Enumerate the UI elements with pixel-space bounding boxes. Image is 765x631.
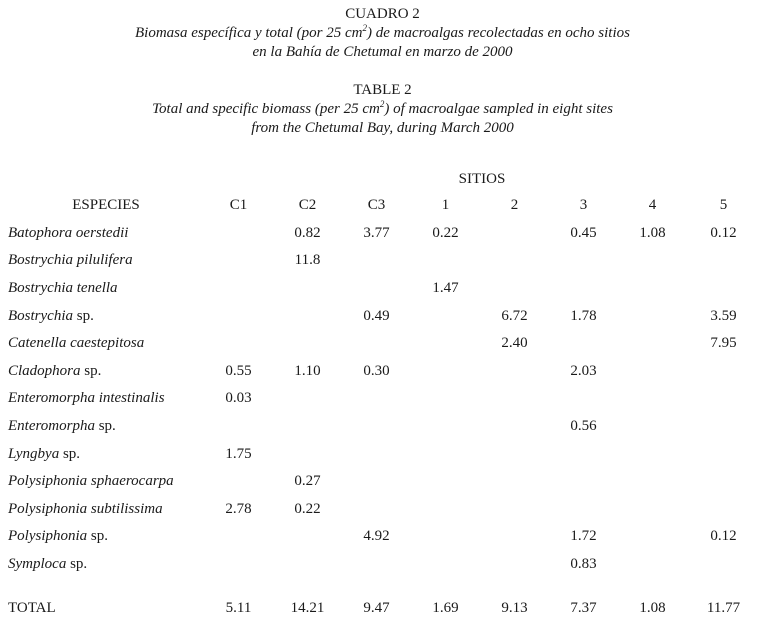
cell-value [618, 551, 687, 579]
column-header-c3: C3 [367, 197, 386, 214]
species-genus: Catenella caestepitosa [8, 335, 145, 352]
species-genus: Cladophora [8, 362, 81, 379]
cell-value: 1.78 [570, 307, 597, 324]
cell-value [342, 468, 411, 496]
cell-value [549, 247, 618, 275]
cell-value: 4.92 [363, 528, 390, 545]
species-name [8, 468, 204, 496]
total-value: 14.21 [290, 599, 325, 616]
cell-value [480, 468, 549, 496]
total-value: 7.37 [570, 599, 597, 616]
cell-value [411, 385, 480, 413]
species-genus: Polysiphonia sphaerocarpa [8, 473, 174, 490]
cell-value: 1.08 [639, 224, 666, 241]
cell-value [687, 275, 760, 303]
cell-value [480, 275, 549, 303]
cell-value: 0.56 [570, 418, 597, 435]
cell-value: 3.59 [710, 307, 737, 324]
species-genus: Symploca [8, 556, 67, 573]
cell-value: 0.45 [570, 224, 597, 241]
total-value: 1.69 [432, 599, 459, 616]
caption-en-line2: from the Chetumal Bay, during March 2000 [251, 120, 514, 136]
cell-value [687, 247, 760, 275]
species-genus: Enteromorpha intestinalis [8, 390, 165, 407]
total-value: 5.11 [225, 599, 252, 616]
cell-value [480, 496, 549, 524]
cell-value [687, 385, 760, 413]
species-name [8, 440, 204, 468]
cell-value [204, 523, 273, 551]
cell-value [204, 302, 273, 330]
table-row [8, 330, 760, 358]
cell-value [273, 385, 342, 413]
cell-value [411, 468, 480, 496]
species-suffix: sp. [80, 362, 102, 379]
cell-value [273, 413, 342, 441]
total-value: 9.13 [501, 599, 528, 616]
column-header-5: 5 [719, 197, 728, 214]
cell-value: 0.83 [570, 556, 597, 573]
caption-es-line2: en la Bahía de Chetumal en marzo de 2000 [252, 44, 513, 60]
cell-value [342, 275, 411, 303]
cell-value [411, 247, 480, 275]
cell-value: 1.47 [432, 280, 459, 297]
species-name [8, 302, 204, 330]
caption-en-sup: 2 [379, 99, 385, 109]
cell-value: 6.72 [501, 307, 528, 324]
cell-value: 11.8 [294, 252, 321, 269]
table-row [8, 385, 760, 413]
table-row [8, 358, 760, 386]
cell-value: 0.55 [225, 362, 252, 379]
cell-value [687, 551, 760, 579]
species-suffix: sp. [59, 445, 81, 462]
cell-value [687, 496, 760, 524]
species-name [8, 275, 204, 303]
cell-value [342, 247, 411, 275]
cell-value [204, 468, 273, 496]
cell-value [687, 358, 760, 386]
column-header-2: 2 [510, 197, 519, 214]
column-header-4: 4 [648, 197, 657, 214]
species-name [8, 413, 204, 441]
cell-value [411, 440, 480, 468]
cell-value [273, 551, 342, 579]
cell-value [204, 551, 273, 579]
cell-value [618, 496, 687, 524]
cell-value [549, 468, 618, 496]
cell-value [342, 330, 411, 358]
cell-value: 0.49 [363, 307, 390, 324]
cell-value [549, 440, 618, 468]
cell-value [411, 413, 480, 441]
cell-value [480, 358, 549, 386]
table-row [8, 440, 760, 468]
table-row [8, 496, 760, 524]
cell-value [549, 496, 618, 524]
species-genus: Bostrychia tenella [8, 280, 118, 297]
cell-value [618, 468, 687, 496]
cell-value [342, 551, 411, 579]
cell-value [204, 220, 273, 248]
species-header: ESPECIES [72, 197, 140, 214]
species-genus: Bostrychia [8, 307, 73, 324]
cell-value [480, 220, 549, 248]
cell-value [480, 440, 549, 468]
total-value: 11.77 [706, 599, 741, 616]
cell-value [618, 440, 687, 468]
cell-value: 1.75 [225, 445, 252, 462]
sitios-header-row [8, 166, 760, 192]
species-suffix: sp. [87, 528, 109, 545]
species-suffix: sp. [66, 556, 88, 573]
species-name [8, 220, 204, 248]
column-header-3: 3 [579, 197, 588, 214]
total-value: 9.47 [363, 599, 390, 616]
cell-value [342, 413, 411, 441]
column-header-c2: C2 [298, 197, 317, 214]
cell-value: 3.77 [363, 224, 390, 241]
cell-value [411, 358, 480, 386]
caption-en-line1-post: ) of macroalgae sampled in eight sites [384, 101, 613, 117]
cell-value [618, 413, 687, 441]
caption-es-line1 [0, 25, 765, 42]
species-name [8, 330, 204, 358]
caption-en-line1 [0, 101, 765, 118]
species-genus: Enteromorpha [8, 418, 95, 435]
caption-es-sup: 2 [362, 23, 367, 33]
cell-value [342, 496, 411, 524]
cell-value [411, 302, 480, 330]
cell-value [273, 523, 342, 551]
cell-value [342, 440, 411, 468]
cell-value: 7.95 [710, 335, 737, 352]
table-row [8, 275, 760, 303]
cell-value: 0.12 [710, 528, 737, 545]
cell-value [549, 275, 618, 303]
cell-value [618, 330, 687, 358]
cell-value [204, 330, 273, 358]
cell-value [549, 385, 618, 413]
total-row [8, 578, 760, 622]
table-row [8, 247, 760, 275]
cell-value: 0.03 [225, 390, 252, 407]
cell-value [411, 551, 480, 579]
species-suffix: sp. [73, 307, 94, 324]
species-name [8, 551, 204, 579]
cell-value [618, 385, 687, 413]
cell-value: 0.22 [432, 224, 459, 241]
caption-en-label: TABLE 2 [353, 82, 412, 98]
cell-value [273, 302, 342, 330]
cell-value [618, 523, 687, 551]
table-row [8, 468, 760, 496]
total-label: TOTAL [8, 599, 56, 616]
table-row [8, 551, 760, 579]
cell-value: 2.40 [501, 335, 528, 352]
column-header-row [8, 192, 760, 220]
species-name [8, 496, 204, 524]
caption-es-line1-post: ) de macroalgas recolectadas en ocho sitios [366, 25, 630, 41]
total-value: 1.08 [639, 599, 666, 616]
species-name [8, 523, 204, 551]
cell-value [480, 385, 549, 413]
caption-es-line1-pre: Biomasa específica y total (por 25 cm [135, 25, 363, 41]
biomass-table [8, 166, 760, 622]
cell-value: 0.82 [294, 224, 321, 241]
table-row [8, 302, 760, 330]
cell-value [342, 385, 411, 413]
cell-value [273, 330, 342, 358]
table-row [8, 413, 760, 441]
cell-value: 2.78 [225, 500, 252, 517]
cell-value [411, 330, 480, 358]
species-name [8, 385, 204, 413]
cell-value [480, 523, 549, 551]
caption-en-line1-pre: Total and specific biomass (per 25 cm [152, 101, 380, 117]
cell-value [618, 358, 687, 386]
cell-value: 0.22 [294, 500, 321, 517]
cell-value [273, 440, 342, 468]
cell-value [411, 496, 480, 524]
cell-value [204, 413, 273, 441]
cell-value [480, 413, 549, 441]
cell-value [273, 275, 342, 303]
cell-value [687, 413, 760, 441]
cell-value [411, 523, 480, 551]
cell-value [687, 440, 760, 468]
cell-value [549, 330, 618, 358]
species-genus: Bostrychia pilulifera [8, 252, 133, 269]
cell-value [618, 302, 687, 330]
cell-value: 2.03 [570, 362, 597, 379]
cell-value: 0.30 [363, 362, 390, 379]
species-genus: Polysiphonia [8, 528, 88, 545]
cell-value [480, 247, 549, 275]
cell-value [618, 247, 687, 275]
cell-value [204, 247, 273, 275]
species-genus: Lyngbya [8, 445, 60, 462]
caption-es-label: CUADRO 2 [345, 6, 420, 22]
table-row [8, 523, 760, 551]
column-header-1: 1 [441, 197, 450, 214]
sitios-header: SITIOS [458, 170, 506, 187]
species-name [8, 247, 204, 275]
table-row [8, 220, 760, 248]
cell-value: 0.12 [710, 224, 737, 241]
cell-value [480, 551, 549, 579]
cell-value: 1.10 [294, 362, 321, 379]
column-header-c1: C1 [229, 197, 248, 214]
species-name [8, 358, 204, 386]
cell-value: 1.72 [570, 528, 597, 545]
cell-value [204, 275, 273, 303]
species-suffix: sp. [94, 418, 116, 435]
cell-value: 0.27 [294, 473, 321, 490]
species-genus: Batophora oerstedii [8, 224, 129, 241]
cell-value [618, 275, 687, 303]
cell-value [687, 468, 760, 496]
species-genus: Polysiphonia subtilissima [8, 500, 163, 517]
